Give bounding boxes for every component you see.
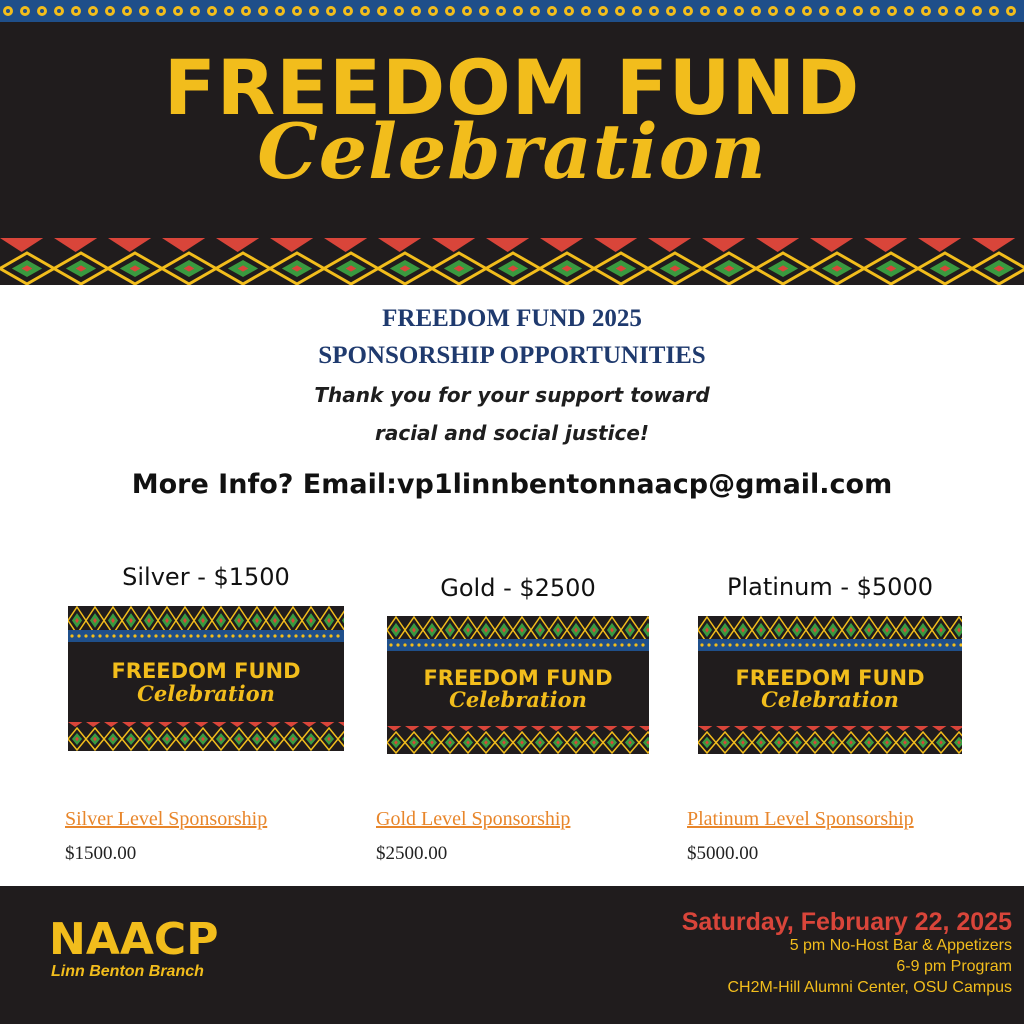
thanks-text-line-1: Thank you for your support toward xyxy=(314,383,710,407)
header-banner xyxy=(0,0,1024,285)
banner-title: FREEDOM FUND xyxy=(163,43,861,132)
tier-heading-silver: Silver - $1500 xyxy=(122,563,290,591)
card-script: Celebration xyxy=(761,687,899,712)
card-pattern-bottom xyxy=(387,726,649,754)
tier-heading-platinum: Platinum - $5000 xyxy=(727,573,933,601)
gold-price: $2500.00 xyxy=(376,843,448,864)
silver-sponsorship-link[interactable]: Silver Level Sponsorship xyxy=(65,808,268,830)
tier-card-platinum[interactable] xyxy=(698,616,962,754)
tier-card-silver[interactable] xyxy=(68,606,344,751)
event-detail-bar: 5 pm No-Host Bar & Appetizers xyxy=(789,937,1012,954)
event-detail-location: CH2M-Hill Alumni Center, OSU Campus xyxy=(727,979,1012,996)
card-script: Celebration xyxy=(449,687,587,712)
card-script: Celebration xyxy=(137,681,275,706)
dotted-border-pattern xyxy=(0,0,1024,28)
card-pattern-top xyxy=(387,616,649,651)
card-pattern-bottom xyxy=(68,722,344,751)
card-pattern-top xyxy=(698,616,962,651)
card-pattern-bottom xyxy=(698,726,962,754)
page-title: FREEDOM FUND 2025 xyxy=(382,305,642,332)
tier-card-gold[interactable] xyxy=(387,616,649,754)
thanks-text-line-2: racial and social justice! xyxy=(374,421,650,445)
tier-heading-gold: Gold - $2500 xyxy=(440,574,596,602)
banner-subtitle-script: Celebration xyxy=(257,107,767,196)
naacp-logo: NAACP xyxy=(49,914,219,965)
event-detail-program: 6-9 pm Program xyxy=(896,958,1012,975)
card-title: FREEDOM FUND xyxy=(735,666,925,690)
kente-pattern-band xyxy=(0,238,1024,285)
event-date: Saturday, February 22, 2025 xyxy=(681,908,1012,936)
card-pattern-top xyxy=(68,606,344,642)
gold-sponsorship-link[interactable]: Gold Level Sponsorship xyxy=(376,808,571,830)
more-info-email: More Info? Email:vp1linnbentonnaacp@gmail.com xyxy=(131,469,893,500)
card-title: FREEDOM FUND xyxy=(111,659,301,683)
card-title: FREEDOM FUND xyxy=(423,666,613,690)
branch-name: Linn Benton Branch xyxy=(51,963,204,980)
platinum-sponsorship-link[interactable]: Platinum Level Sponsorship xyxy=(687,808,914,830)
page-subtitle: SPONSORSHIP OPPORTUNITIES xyxy=(318,342,706,369)
silver-price: $1500.00 xyxy=(65,843,137,864)
platinum-price: $5000.00 xyxy=(687,843,759,864)
